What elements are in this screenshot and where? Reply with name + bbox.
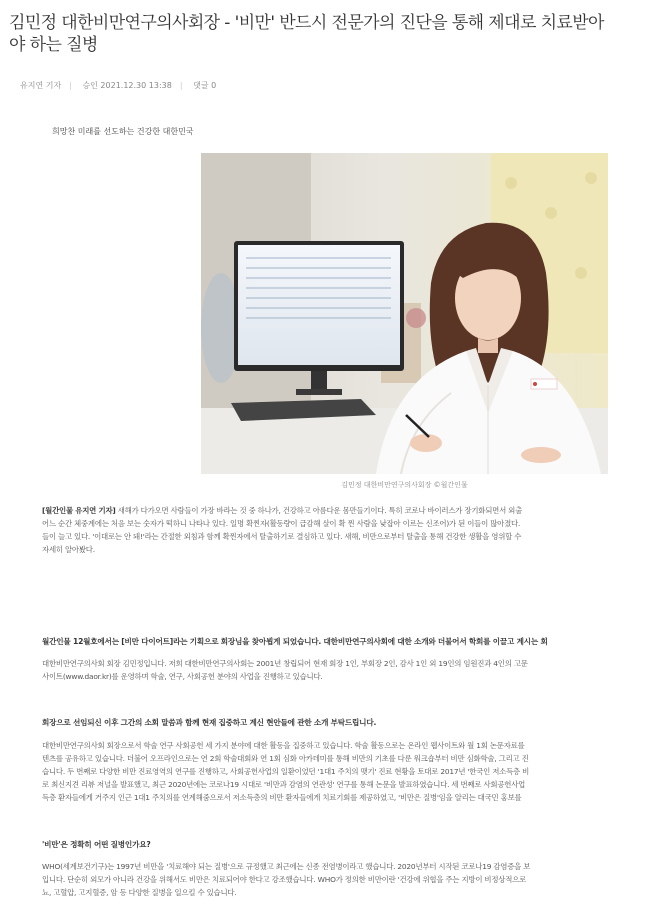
intro-lead: [월간인물 유지연 기자] (42, 506, 116, 515)
reporter-name[interactable]: 유지연 기자 (20, 81, 62, 90)
intro-line (42, 504, 608, 517)
comment-count[interactable]: 댓글 0 (193, 81, 217, 90)
answer-line: 대한비만연구의사회 회장 김민정입니다. 저희 대한비만연구의사회는 2001년 창립되어 현재 회장 1인, 부회장 2인, 감사 1인 외 19인의 임원진과 4인의 고문 (42, 659, 528, 668)
answer-line: 뇨, 고혈압, 고지혈증, 암 등 다양한 질병을 일으킬 수 있습니다. (42, 888, 237, 897)
doctor-portrait-image (201, 153, 608, 474)
answer-line: 득층 환자들에게 거주지 인근 1대1 주치의를 연계해줌으로서 저소득층의 비만 환자들에게 치료기회를 제공하였고, '비만은 질병'임을 알리는 대국민 홍보를 (42, 793, 522, 802)
intro-line-text: 새해가 다가오면 사람들이 가장 바라는 것 중 하나가, 건강하고 아름다운 몸만들기이다. 특히 코로나 바이러스가 장기화되면서 외출 (115, 506, 523, 515)
article-title: 김민정 대한비만연구의사회장 - '비만' 반드시 전문가의 진단을 통해 제대로 치료받아야 하는 질병 (9, 13, 604, 55)
answer-line: WHO(세계보건기구)는 1997년 비만을 '치료해야 되는 질병'으로 규정했고 최근에는 신종 전염병이라고 했습니다. 2020년부터 시작된 코로나19 감염증을 보 (42, 862, 531, 871)
meta-divider: | (179, 81, 183, 90)
intro-line: 어느 순간 체중계에는 처음 보는 숫자가 떡하니 나타나 있다. 일명 확찐자(활동량이 급감해 살이 확 찐 사람을 낮잡아 이르는 신조어)가 된 이들이 많아졌다. (42, 519, 521, 528)
meta-divider: | (69, 81, 72, 90)
answer-line: 입니다. 단순히 외모가 아니라 건강을 위해서도 비만은 치료되어야 한다고 강조했습니다. WHO가 정의한 비만이란 '건강에 위협을 주는 지방이 비정상적으로 (42, 875, 527, 884)
answer-line: 텐츠를 공유하고 있습니다. 더불어 오프라인으로는 연 2회 학술대회와 연 1회 심화 아카데미를 통해 비만의 기초를 다룬 워크숍부터 비만 심화학술, 그리고 진 (42, 754, 529, 763)
photo-caption: 김민정 대한비만연구의사회장 ©월간인물 (341, 481, 468, 489)
answer-line: 습니다. 두 번째로 다양한 비만 진료영역의 연구를 진행하고, 사회공헌사업의 일환이었던 '1대1 주치의 맺기' 진료 현황을 토대로 2017년 '한국인 저소득층 비 (42, 767, 530, 776)
article-meta (20, 80, 224, 91)
question-3: '비만'은 정확히 어떤 질병인가요? (42, 840, 151, 849)
intro-paragraph (42, 504, 608, 556)
article-photo (201, 153, 608, 474)
article-subtitle: 희망찬 미래를 선도하는 건강한 대한민국 (52, 127, 194, 136)
answer-line: 대한비만연구의사회 회장으로서 학술 연구 사회공헌 세 가지 분야에 대한 활동을 집중하고 있습니다. 학술 활동으로는 온라인 웹사이트와 월 1회 논문자료를 (42, 741, 525, 750)
question-2: 회장으로 선임되신 이후 그간의 소회 말씀과 함께 현재 집중하고 계신 현안들에 관한 소개 부탁드립니다. (42, 718, 377, 727)
answer-3 (42, 860, 608, 899)
question-1: 월간인물 12월호에서는 [비만 다이어트]라는 기획으로 회장님을 찾아뵙게 되었습니다. 대한비만연구의사회에 대한 소개와 더불어서 학회를 이끌고 계시는 회 (42, 637, 548, 646)
answer-line: 사이트(www.daor.kr)를 운영하며 학술, 연구, 사회공헌 분야의 사업을 진행하고 있습니다. (42, 672, 323, 681)
intro-line: 들이 늘고 있다. '이대로는 안 돼!'라는 간절한 외침과 함께 확찐자에서 탈출하기로 결심하고 있다. 새해, 비만으로부터 탈출을 통해 건강한 생활을 영위할 수 (42, 532, 522, 541)
answer-1 (42, 657, 608, 683)
approved-date: 승인 2021.12.30 13:38 (82, 81, 172, 90)
intro-line: 자세히 알아봤다. (42, 545, 95, 554)
answer-line: 로 최신지견 리뷰 저널을 발표했고, 최근 2020년에는 코로나19 시대로 '비만과 감염의 연관성' 연구를 통해 논문을 발표하였습니다. 세 번째로 사회공헌사업 (42, 780, 526, 789)
answer-2 (42, 739, 608, 804)
